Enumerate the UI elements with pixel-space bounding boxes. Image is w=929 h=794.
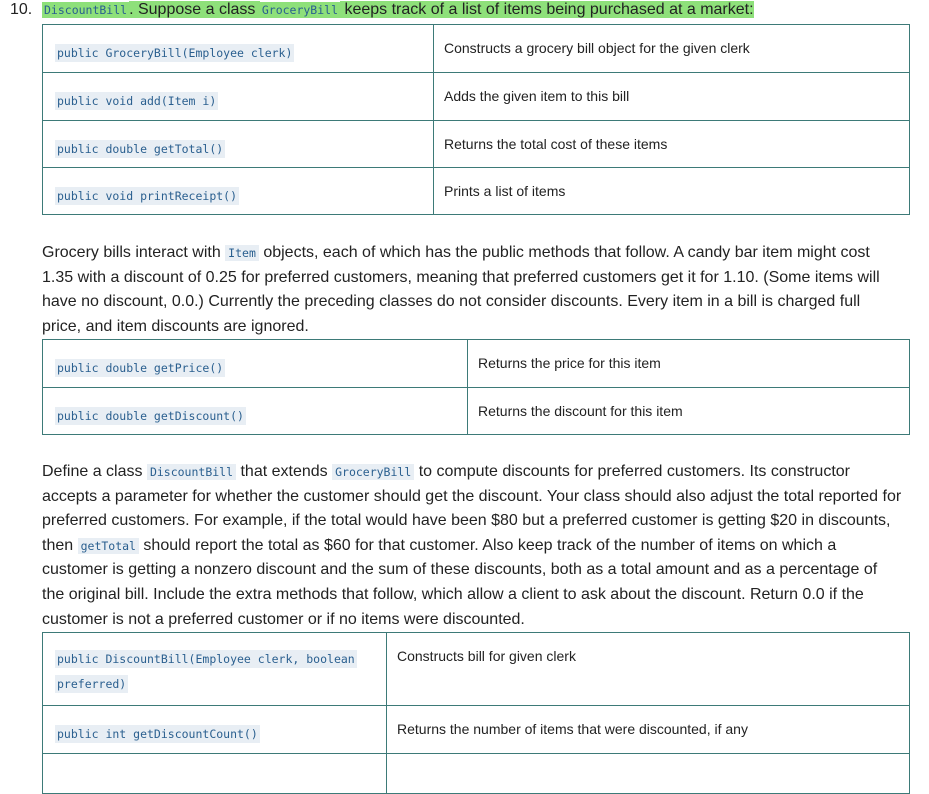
table-row xyxy=(43,121,910,168)
table-row xyxy=(43,168,910,215)
method-signature: public double getTotal() xyxy=(57,142,224,156)
method-description: Returns the total cost of these items xyxy=(434,121,910,168)
item-class-code: Item xyxy=(225,245,259,261)
discountbill-paragraph: Define a class DiscountBill that extends GroceryBill to compute discounts for preferred customers. Its constructor accepts a parameter for whether the customer should get the discount. Your class should also adjust the total reported for preferred customers. For example, if the total would have been $80 but a preferred customer is getting $20 in discounts, then getTotal should report the total as $60 for that customer. Also keep track of the number of items on which a customer is getting a nonzero discount and the sum of these discounts, both as a total amount and as a percentage of the original bill. Include the extra methods that follow, which allow a client to ask about the discount. Return 0.0 if the customer is not a preferred customer or if no items were discounted. xyxy=(42,463,902,628)
discountbill-code: DiscountBill xyxy=(147,464,236,480)
method-signature: public DiscountBill(Employee clerk, boolean xyxy=(57,652,355,666)
method-signature: public GroceryBill(Employee clerk) xyxy=(57,46,293,60)
method-description: Constructs a grocery bill object for the given clerk xyxy=(434,25,910,73)
method-signature: public void printReceipt() xyxy=(57,189,238,203)
table-row xyxy=(43,633,910,706)
method-signature: public double getDiscount() xyxy=(57,409,244,423)
method-signature: public double getPrice() xyxy=(57,361,224,375)
heading-text-2: keeps track of a list of items being purchased at a market: xyxy=(340,1,754,18)
question-number: 10. xyxy=(10,1,33,18)
class-name-code: DiscountBill xyxy=(44,3,128,17)
discountbill-methods-table xyxy=(42,632,910,794)
table-row xyxy=(43,73,910,121)
method-description: Returns the number of items that were discounted, if any xyxy=(387,706,910,754)
grocerybill-code: GroceryBill xyxy=(332,464,414,480)
method-signature: public int getDiscountCount() xyxy=(57,727,258,741)
grocerybill-methods-table xyxy=(42,24,910,215)
method-signature-continued: preferred) xyxy=(57,677,127,691)
table-row xyxy=(43,25,910,73)
table-row xyxy=(43,340,910,388)
table-row xyxy=(43,754,910,794)
table-row xyxy=(43,388,910,435)
table-row xyxy=(43,706,910,754)
method-description: Adds the given item to this bill xyxy=(434,73,910,121)
method-description: Returns the price for this item xyxy=(468,340,910,388)
item-paragraph: Grocery bills interact with Item objects, each of which has the public methods that follow. A candy bar item might cost 1.35 with a discount of 0.25 for preferred customers, meaning that preferred customers get it for 1.10. (Some items will have no discount, 0.0.) Currently the preceding classes do not consider discounts. Every item in a bill is charged full price, and item discounts are ignored. xyxy=(42,244,880,335)
method-description: Constructs bill for given clerk xyxy=(387,633,910,706)
gettotal-code: getTotal xyxy=(78,538,139,554)
superclass-name-code: GroceryBill xyxy=(261,3,339,17)
heading-text-1: . Suppose a class xyxy=(129,1,260,18)
method-signature: public void add(Item i) xyxy=(57,94,217,108)
question-heading xyxy=(10,0,754,20)
method-description: Returns the discount for this item xyxy=(468,388,910,435)
method-description: Prints a list of items xyxy=(434,168,910,215)
item-methods-table xyxy=(42,339,910,435)
